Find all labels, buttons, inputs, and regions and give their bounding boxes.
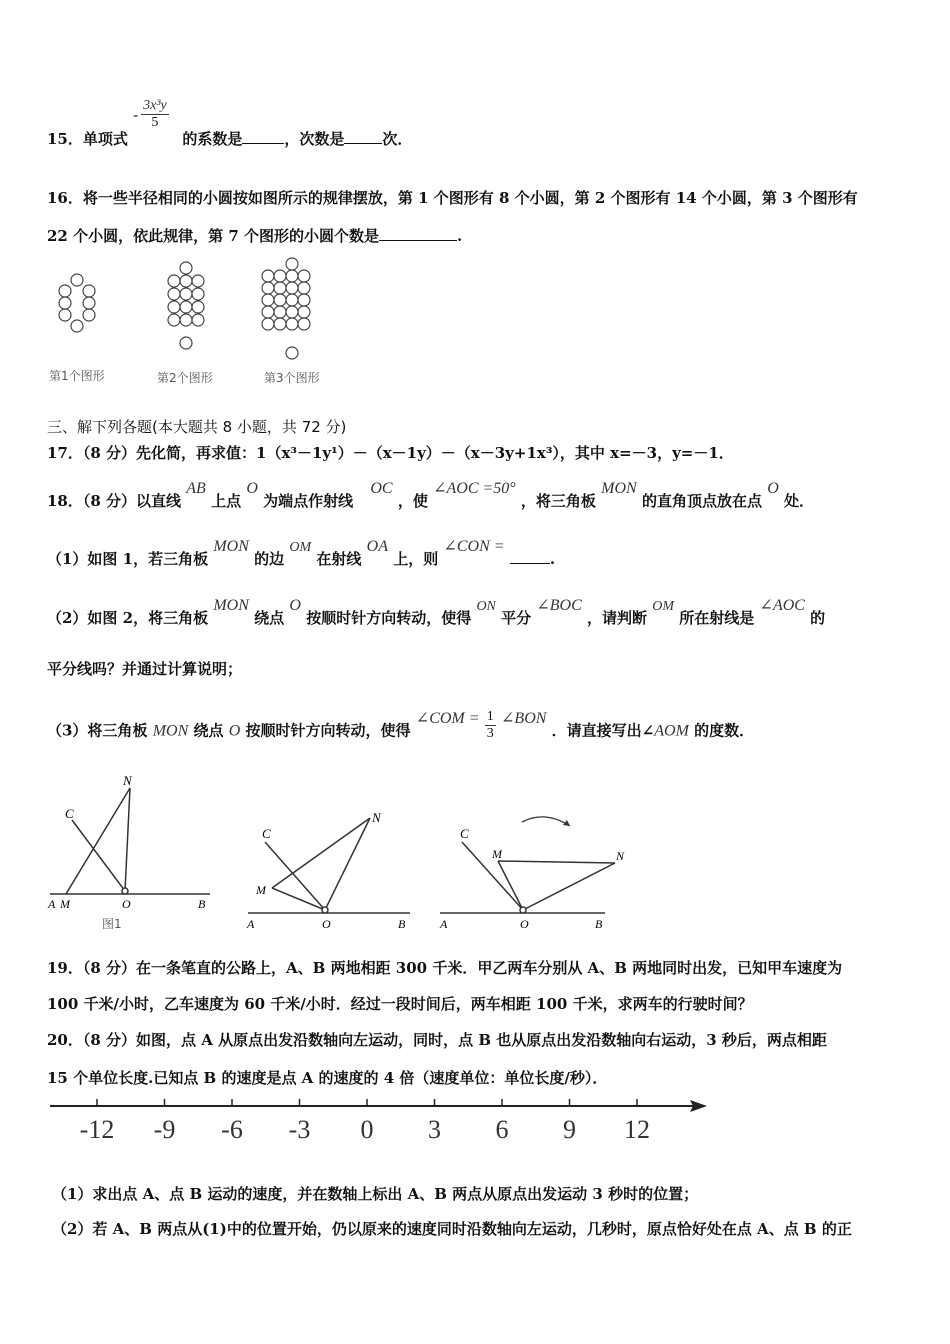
fig2-label-a: A	[247, 917, 255, 931]
q16-line1: 16．将一些半径相同的小圆按如图所示的规律摆放，第 1 个图形有 8 个小圆，第 2 个图形有 14 个小圆，第 3 个图形有	[47, 189, 858, 207]
q18-s3-text-b: 绕点	[193, 721, 224, 740]
q20-number-line	[45, 1092, 715, 1152]
q15-minus: -	[133, 106, 139, 124]
q18-s3-fraction	[485, 709, 496, 742]
q18-s1-text-d: 上，则	[393, 550, 439, 568]
fig3-label-n: N	[616, 849, 625, 863]
q18-figure-1	[50, 788, 210, 894]
q18-text-7: 处．	[784, 492, 815, 510]
q19-line2: 100 千米/小时，乙车速度为 60 千米/小时．经过一段时间后，两车相距 100 千米，求两车的行驶时间？	[47, 995, 753, 1013]
fig1-label-c: C	[65, 806, 74, 821]
q18-text-3: 为端点作射线	[263, 492, 354, 510]
q18-text-1: 18．（8 分）以直线	[47, 492, 182, 510]
q15-line	[47, 98, 413, 149]
q18-s2-text-a: （2）如图 2，将三角板	[47, 609, 209, 627]
figure-2-label: 第2个图形	[157, 371, 213, 385]
q18-s3-frac-num: 1	[486, 709, 494, 724]
fig1-label-o: O	[122, 897, 131, 911]
q16-line2	[47, 225, 462, 246]
q20-line1: 20．（8 分）如图，点 A 从原点出发沿数轴向左运动，同时，点 B 也从原点出发沿数轴向右运动，3 秒后，两点相距	[47, 1031, 827, 1049]
figure-2-circles	[168, 262, 204, 349]
q18-s3-angle-bon: ∠BON	[501, 709, 547, 727]
q18-s1-text-c: 在射线	[316, 550, 362, 568]
q18-s2-mon: MON	[213, 597, 249, 614]
fig2-label-m: M	[256, 883, 266, 897]
q18-text-2: 上点	[211, 492, 242, 510]
fig3-label-a: A	[440, 917, 448, 931]
q15-blank-coef[interactable]	[242, 131, 284, 144]
axis-tick-label: -9	[153, 1115, 176, 1144]
q15-degree-text: ，次数是	[284, 130, 345, 148]
axis-tick-label: -12	[79, 1115, 115, 1144]
q18-s3-frac-den: 3	[486, 726, 494, 741]
q18-s2-text-d: 平分	[501, 609, 532, 627]
q18-text-6: 的直角顶点放在点	[641, 492, 762, 510]
q18-figures	[40, 770, 640, 940]
q18-angle-aoc: ∠AOC =50°	[433, 480, 516, 497]
axis-tick-label: 0	[360, 1115, 374, 1144]
fig2-label-n: N	[372, 810, 381, 825]
axis-tick-label: 9	[563, 1115, 576, 1144]
q18-line1	[47, 480, 815, 511]
axis-tick-label: 12	[624, 1115, 650, 1144]
q18-s2-om: OM	[652, 599, 675, 614]
axis-tick-label: -3	[288, 1115, 311, 1144]
fig1-label-b: B	[198, 897, 206, 911]
q18-s3-angle-com: ∠COM =	[415, 709, 480, 727]
q18-s2-angle-aoc: ∠AOC	[759, 597, 805, 614]
axis-tick-label: -6	[221, 1115, 243, 1144]
fig1-label-m: M	[60, 897, 70, 911]
section-3-heading: 三、解下列各题(本大题共 8 小题，共 72 分)	[47, 418, 347, 436]
fig1-label-a: A	[48, 897, 56, 911]
q18-s2-text-g: 的	[810, 609, 826, 627]
q20-sub2: （2）若 A、B 两点从(1)中的位置开始，仍以原来的速度同时沿数轴向左运动，几秒时，原点恰好处在点 A、点 B 的正	[52, 1220, 852, 1238]
q15-tail: 次．	[382, 130, 413, 148]
q18-s3-aom: AOM	[654, 722, 689, 740]
q15-frac-num: 3x³y	[143, 98, 167, 113]
q16-line2-end: .	[456, 227, 463, 245]
figure-3-circles	[262, 258, 310, 359]
axis-tick-label: 3	[428, 1115, 441, 1144]
q18-s2-text-b: 绕点	[254, 609, 285, 627]
q18-text-4: ，使	[397, 492, 428, 510]
q18-s2-angle-boc: ∠BOC	[536, 597, 582, 614]
q15-blank-degree[interactable]	[344, 131, 382, 144]
q18-s2-line2: 平分线吗？并通过计算说明；	[47, 660, 243, 678]
q18-s3-o: O	[228, 722, 241, 740]
q18-s2-on: ON	[476, 599, 496, 614]
q18-s2-o: O	[289, 597, 301, 614]
q19-line1: 19．（8 分）在一条笔直的公路上，A、B 两地相距 300 千米．甲乙两车分别从 A、B 两地同时出发，已知甲车速度为	[47, 959, 843, 977]
q18-s3-text-c: 按顺时针方向转动，使得	[245, 721, 411, 740]
fig3-label-c: C	[460, 826, 469, 841]
fig3-label-m: M	[492, 847, 502, 861]
q18-figure-2	[248, 818, 410, 913]
q18-s1-text-a: （1）如图 1，若三角板	[47, 550, 209, 568]
q18-text-5: ，将三角板	[520, 492, 596, 510]
q18-sub1	[47, 538, 556, 569]
figure-1-label: 第1个图形	[49, 369, 105, 383]
fig1-label-n: N	[123, 773, 132, 788]
q18-s1-end: .	[549, 550, 556, 568]
q15-number: 15．单项式	[47, 130, 128, 148]
q20-line2: 15 个单位长度.已知点 B 的速度是点 A 的速度的 4 倍（速度单位：单位长度/秒）．	[47, 1069, 608, 1087]
q16-line2-text: 22 个小圆，依此规律，第 7 个图形的小圆个数是	[47, 227, 379, 245]
fig3-label-b: B	[595, 917, 603, 931]
q18-s1-oa: OA	[366, 538, 388, 555]
q16-blank[interactable]	[379, 228, 457, 241]
q15-frac-den: 5	[151, 115, 159, 130]
q18-s2-text-f: 所在射线是	[679, 609, 755, 627]
q18-s3-text-d: ．请直接写出∠	[551, 721, 655, 740]
axis-tick-label: 6	[495, 1115, 509, 1144]
q18-s3-text-e: 的度数．	[694, 721, 755, 740]
q18-s1-mon: MON	[213, 538, 249, 555]
q18-s3-text-a: （3）将三角板	[47, 721, 148, 740]
q18-s2-text-e: ，请判断	[587, 609, 648, 627]
fig2-label-b: B	[398, 917, 406, 931]
fig2-label-c: C	[262, 826, 271, 841]
figure-1-circles	[59, 274, 95, 332]
q18-sub3	[47, 709, 755, 748]
q15-coef-text: 的系数是	[182, 130, 243, 148]
q15-monomial	[133, 98, 177, 144]
q18-triangle-mon: MON	[601, 480, 637, 497]
q18-point-o-2: O	[767, 480, 779, 497]
q18-line-ab: AB	[186, 480, 206, 497]
q18-point-o: O	[246, 480, 258, 497]
q18-sub2	[47, 597, 826, 628]
q18-s2-text-c: 按顺时针方向转动，使得	[306, 609, 472, 627]
q18-s1-blank[interactable]	[510, 551, 550, 564]
q18-s1-om: OM	[289, 540, 312, 555]
q15-fraction	[141, 98, 169, 131]
q16-circle-figures	[40, 255, 360, 390]
q17-line: 17．（8 分）先化简，再求值：1（x³－1y¹）－（x－1y）－（x－3y+1x³），其中 x=－3，y=－1．	[47, 444, 734, 462]
fig3-label-o: O	[520, 917, 529, 931]
q18-s3-mon: MON	[152, 722, 189, 740]
q20-sub1: （1）求出点 A、点 B 运动的速度，并在数轴上标出 A、B 两点从原点出发运动 3 秒时的位置；	[52, 1185, 699, 1203]
fig2-label-o: O	[322, 917, 331, 931]
q18-s1-text-b: 的边	[254, 550, 285, 568]
q18-ray-oc: OC	[370, 480, 393, 497]
q18-s1-angle-con: ∠CON =	[443, 538, 505, 555]
figure-3-label: 第3个图形	[264, 371, 320, 385]
fig1-caption: 图1	[102, 917, 122, 931]
